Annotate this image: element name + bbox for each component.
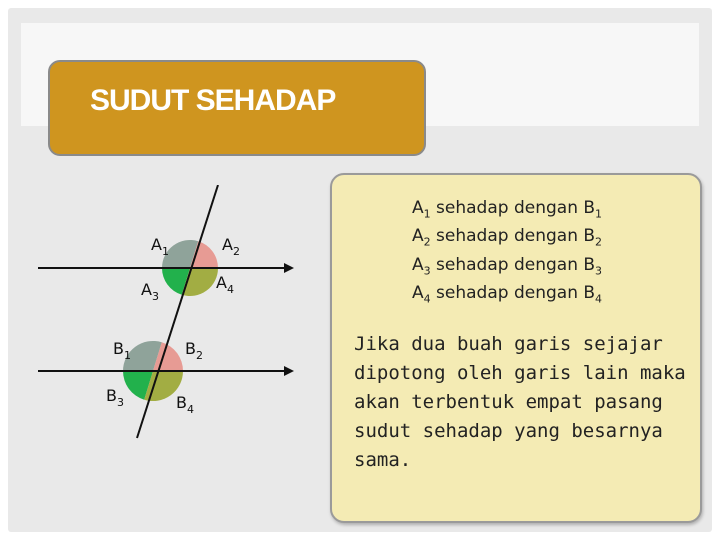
- pair-row: $A_1$ sehadap dengan $B_1$: [412, 198, 603, 221]
- label-b2: $B_2$: [185, 339, 203, 362]
- corresponding-angles-diagram: [30, 185, 320, 445]
- label-b4: $B_4$: [176, 393, 194, 416]
- label-a2: $A_2$: [222, 235, 240, 258]
- label-b3: $B_3$: [106, 386, 124, 409]
- label-a1: $A_1$: [151, 235, 169, 258]
- description-text: Jika dua buah garis sejajar dipotong oleh garis lain maka akan terbentuk empat pasang sudut sehadap yang besarnya sama.: [354, 333, 686, 471]
- pair-row: $A_3$ sehadap dengan $B_3$: [412, 254, 603, 278]
- title-box: [48, 60, 426, 156]
- label-a3: $A_3$: [141, 280, 159, 303]
- corresponding-pairs-list: [412, 197, 602, 311]
- page-title: SUDUT SEHADAP: [90, 84, 336, 117]
- label-a4: $A_4$: [216, 273, 234, 296]
- label-b1: $B_1$: [113, 339, 131, 362]
- pair-row: $A_2$ sehadap dengan $B_2$: [412, 226, 603, 249]
- pair-row: $A_4$ sehadap dengan $B_4$: [412, 283, 603, 306]
- explanation-note: [330, 173, 702, 523]
